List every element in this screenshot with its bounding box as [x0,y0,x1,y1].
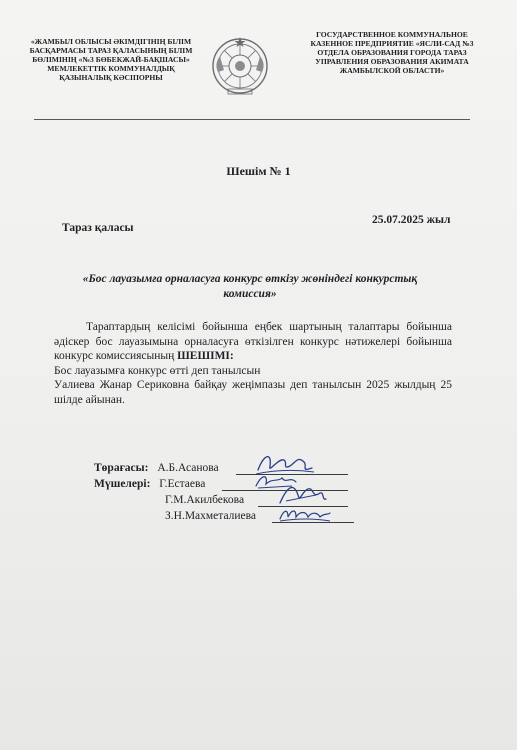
body-decision: ШЕШІМІ: [177,350,234,362]
document-date: 25.07.2025 жыл [372,214,451,226]
header-org-kazakh: «ЖАМБЫЛ ОБЛЫСЫ ӘКІМДІГІНІҢ БІЛІМ БАСҚАРМАСЫ ТАРАЗ ҚАЛАСЫНЫҢ БІЛІМ БӨЛІМІНІҢ «№3 БӨБЕКЖАЙ-БАҚШАСЫ» МЕМЛЕКЕТТІК КОММУНАЛДЫҚ ҚАЗЫНАЛЫҚ КӘСІПОРНЫ [29,37,193,82]
body-line-1: Бос лауазымға конкурс өтті деп танылсын [54,364,261,377]
state-emblem-icon [210,34,270,98]
header-org-russian: ГОСУДАРСТВЕННОЕ КОММУНАЛЬНОЕ КАЗЕННОЕ ПРЕДПРИЯТИЕ «ЯСЛИ-САД №3 ОТДЕЛА ОБРАЗОВАНИЯ ГОРОДА ТАРАЗ УПРАВЛЕНИЯ ОБРАЗОВАНИЯ АКИМАТА ЖАМБЫЛСКОЙ ОБЛАСТИ» [310,30,474,75]
member-name-3: З.Н.Махметалиева [165,510,257,522]
document-subject: «Бос лауазымға орналасуға конкурс өткізу жөніндегі конкурстық комиссия» [82,273,418,300]
member-signature-3-icon [276,503,332,525]
header-divider [34,119,470,120]
member-row-2 [165,493,244,507]
chair-label: Төрағасы: [94,462,149,474]
body-line-2: Уалиева Жанар Сериковна байқау жеңімпазы деп танылсын 2025 жылдың 25 шілде айынан. [54,379,452,406]
member-row-1 [94,477,205,491]
chair-row [94,461,219,475]
body-paragraph [54,320,452,364]
document-city: Тараз қаласы [62,222,134,234]
chair-name: А.Б.Асанова [157,462,219,474]
document-title: Шешім № 1 [226,164,291,178]
body-intro: Тараптардың келісімі бойынша еңбек шартының талаптары бойынша әдіскер бос лауазымына орналасуға өткізілген конкурс нәтижелері бойынша конкурс комиссиясының [54,321,452,362]
member-row-3 [165,509,256,523]
members-label: Мүшелері: [94,478,151,490]
member-name-1: Г.Естаева [159,478,206,490]
document-body [54,320,452,407]
member-name-2: Г.М.Акилбекова [165,494,245,506]
